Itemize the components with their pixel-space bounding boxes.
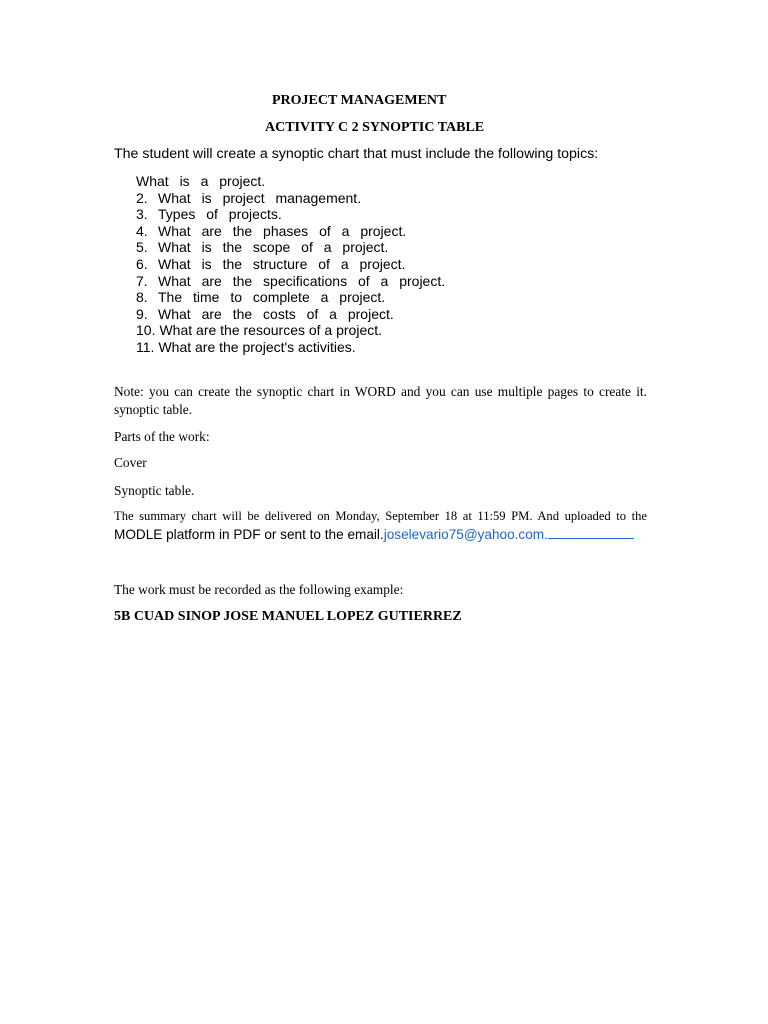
topic-number: 11. xyxy=(136,338,155,355)
topic-number: 4. xyxy=(136,222,148,239)
part-cover: Cover xyxy=(114,455,147,470)
topic-text: What is project management. xyxy=(158,189,362,206)
topic-item xyxy=(136,306,445,323)
example-intro: The work must be recorded as the following example: xyxy=(114,582,404,597)
topic-item xyxy=(136,339,445,356)
topic-text: What is the scope of a project. xyxy=(158,239,389,256)
email-trailing-period: . xyxy=(544,527,548,542)
topic-text: What is a project. xyxy=(136,173,266,189)
topic-item xyxy=(136,289,445,306)
email-underline-tail xyxy=(548,526,634,539)
topic-number: 3. xyxy=(136,206,148,223)
topic-number: 2. xyxy=(136,189,148,206)
delivery-line-2 xyxy=(114,525,647,544)
topic-text: Types of projects. xyxy=(158,206,282,223)
document-subtitle: ACTIVITY C 2 SYNOPTIC TABLE xyxy=(265,120,485,135)
intro-paragraph: The student will create a synoptic chart that must include the following topics: xyxy=(114,146,599,162)
topic-text: The time to complete a project. xyxy=(158,289,386,306)
topic-text: What are the resources of a project. xyxy=(159,322,383,339)
topic-number: 9. xyxy=(136,305,148,322)
topic-item xyxy=(136,273,445,290)
topic-item xyxy=(136,223,445,240)
email-link[interactable]: joselevario75@yahoo.com xyxy=(383,527,545,542)
topic-item xyxy=(136,256,445,273)
topic-number: 10. xyxy=(136,322,156,339)
delivery-line-1: The summary chart will be delivered on Monday, September 18 at 11:59 PM. And uploaded to the xyxy=(114,509,647,523)
topic-number: 6. xyxy=(136,255,148,272)
delivery-paragraph xyxy=(114,508,647,544)
note-paragraph xyxy=(114,383,647,419)
topic-number: 7. xyxy=(136,272,148,289)
topic-text: What is the structure of a project. xyxy=(158,255,406,272)
example-filename: 5B CUAD SINOP JOSE MANUEL LOPEZ GUTIERREZ xyxy=(114,609,462,624)
note-line-2: synoptic table. xyxy=(114,402,193,417)
topic-item xyxy=(136,190,445,207)
topic-item xyxy=(136,322,445,339)
delivery-line-2-text: MODLE platform in PDF or sent to the email. xyxy=(114,527,384,542)
topic-list xyxy=(136,173,445,356)
topic-number: 5. xyxy=(136,239,148,256)
topic-number: 8. xyxy=(136,289,148,306)
topic-text: What are the project's activities. xyxy=(158,338,356,355)
document-title: PROJECT MANAGEMENT xyxy=(272,93,447,108)
part-synoptic-table: Synoptic table. xyxy=(114,483,195,498)
topic-item xyxy=(136,206,445,223)
topic-text: What are the costs of a project. xyxy=(158,305,394,322)
parts-label: Parts of the work: xyxy=(114,429,210,444)
note-line-1: Note: you can create the synoptic chart in WORD and you can use multiple pages to create it. xyxy=(114,384,647,399)
topic-item xyxy=(136,239,445,256)
topic-text: What are the phases of a project. xyxy=(158,222,407,239)
topic-item xyxy=(136,173,445,190)
topic-text: What are the specifications of a project. xyxy=(158,272,446,289)
